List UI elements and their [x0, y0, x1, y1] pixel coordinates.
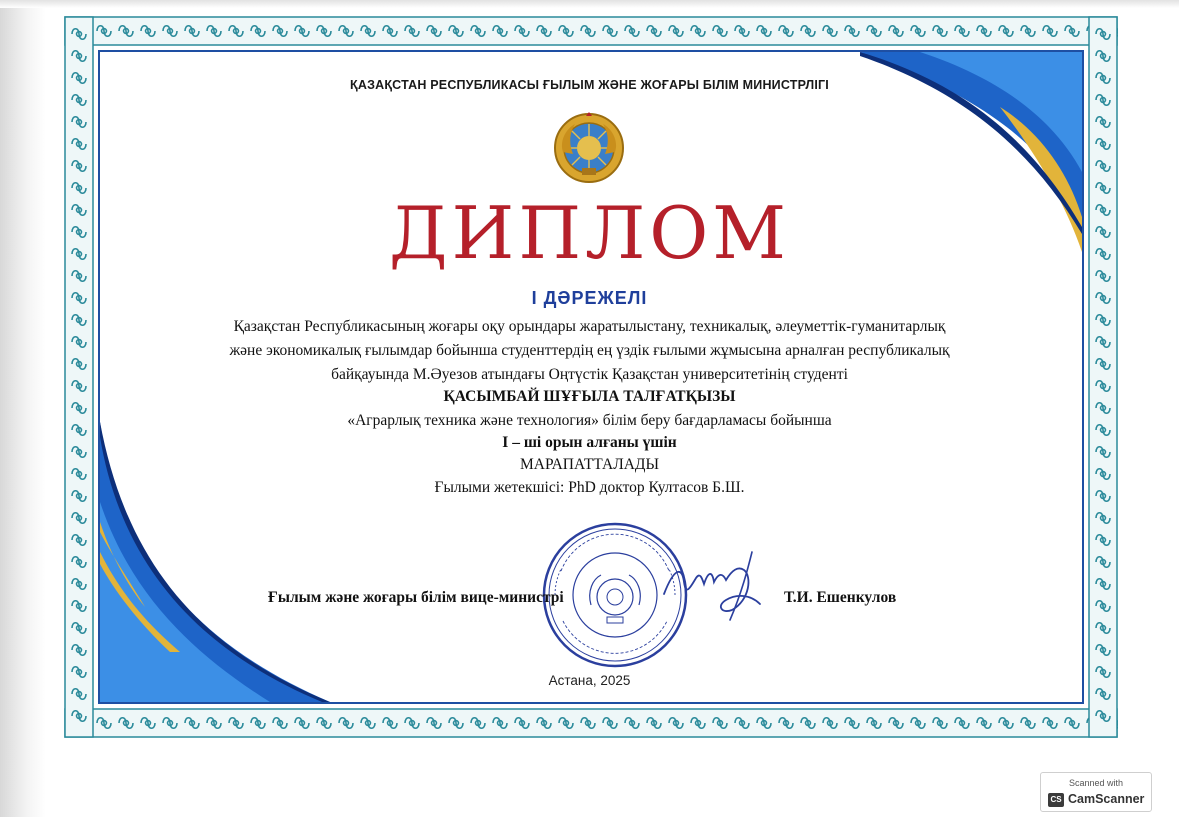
signer-name: Т.И. Ешенкулов	[784, 589, 897, 606]
state-emblem-icon	[553, 112, 625, 189]
ministry-heading: ҚАЗАҚСТАН РЕСПУБЛИКАСЫ ҒЫЛЫМ ЖӘНЕ ЖОҒАРЫ БІЛІМ МИНИСТРЛІГІ	[350, 78, 829, 92]
body-line-2: және экономикалық ғылымдар бойынша студенттердің ең үздік ғылыми жұмысына арналған республикалық	[229, 342, 950, 359]
degree-heading: І ДӘРЕЖЕЛІ	[531, 288, 648, 308]
awarded-line: МАРАПАТТАЛАДЫ	[520, 456, 659, 473]
place-award-line: І – ші орын алғаны үшін	[502, 434, 677, 451]
scan-shadow	[0, 0, 46, 817]
watermark-caption: Scanned with	[1068, 778, 1124, 788]
ornament-border-bottom	[64, 708, 1118, 738]
place-date: Астана, 2025	[548, 673, 631, 688]
supervisor-line: Ғылыми жетекшісі: PhD доктор Култасов Б.Ш.	[434, 479, 745, 496]
ornament-border-top	[64, 16, 1118, 46]
recipient-name: ҚАСЫМБАЙ ШҰҒЫЛА ТАЛҒАТҚЫЗЫ	[443, 388, 736, 405]
body-line-1: Қазақстан Республикасының жоғары оқу орындары жаратылыстану, техникалық, әлеуметтік-гуманитарлық	[233, 318, 946, 335]
diploma-title: ДИПЛОМ	[389, 191, 790, 275]
program-line: «Аграрлық техника және технология» білім беру бағдарламасы бойынша	[347, 412, 832, 429]
signature-icon	[660, 548, 770, 633]
camscanner-watermark	[1040, 772, 1152, 812]
watermark-brand: CamScanner	[1068, 792, 1145, 806]
signer-title: Ғылым және жоғары білім вице-министрі	[268, 589, 564, 606]
scan-shadow-top	[0, 0, 1179, 8]
camscanner-logo-icon: CS	[1048, 793, 1064, 807]
body-line-3: байқауында М.Әуезов атындағы Оңтүстік Қазақстан университетінің студенті	[331, 366, 848, 383]
